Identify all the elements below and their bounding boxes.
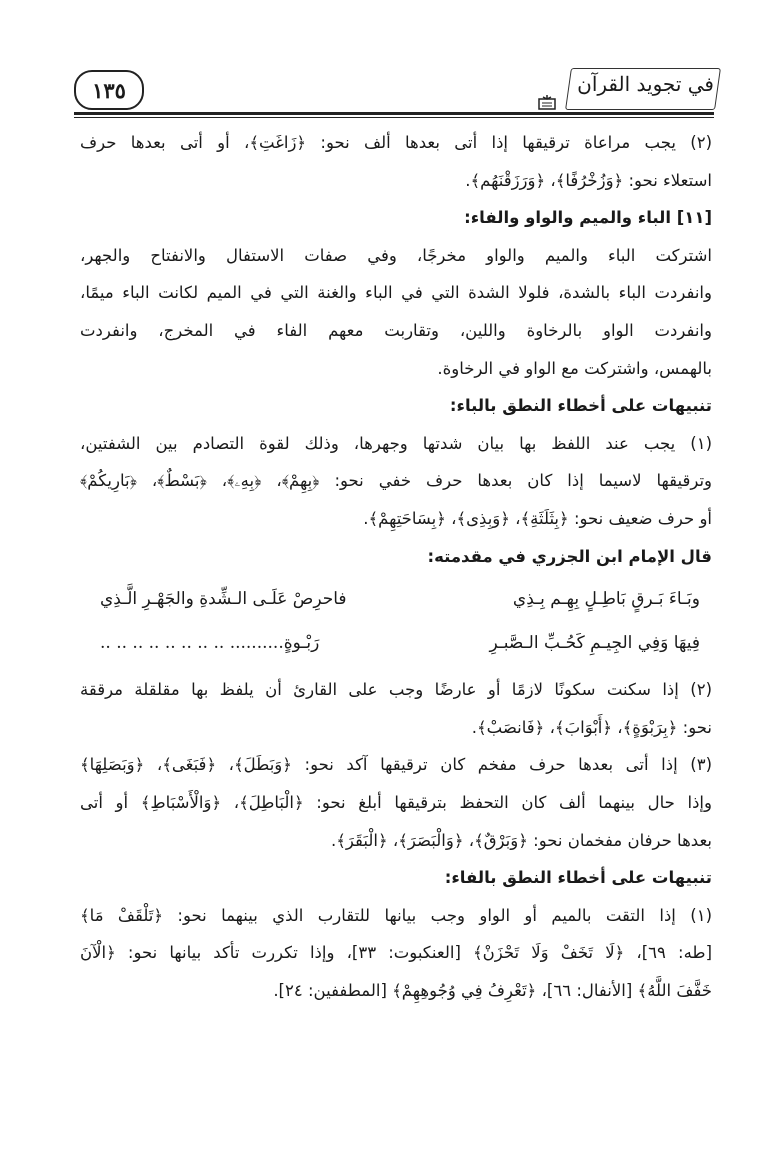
text-line: وترقيقها لاسيما إذا كان بعدها حرف خفي نحو: ﴿بِهِمْ﴾، ﴿بِهِۦ﴾، ﴿بَسْطٌ﴾، ﴿بَارِيكُمْ﴾ <box>80 471 712 491</box>
poem-verse <box>100 621 700 665</box>
header-rule-thin <box>74 117 714 118</box>
text-line: استعلاء نحو: ﴿وَزُخْرُفًا﴾، ﴿وَرَزَقْنَهُم﴾. <box>465 170 712 190</box>
text-line: وانفردت الباء بالشدة، فلولا الشدة التي في الباء والغنة التي في الميم لكانت الباء ميمًا، <box>80 283 712 303</box>
text-line: نحو: ﴿بِرَبْوَةٍ﴾، ﴿أَبْوَابَ﴾، ﴿فَانصَبْ﴾. <box>471 717 712 737</box>
text-line: خَفَّفَ اللَّهُ﴾ [الأنفال: ٦٦]، ﴿تَعْرِفُ فِي وُجُوهِهِمْ﴾ [المطففين: ٢٤]. <box>273 980 712 1000</box>
page-header <box>74 70 714 120</box>
section-heading: قال الإمام ابن الجزري في مقدمته: <box>427 546 712 566</box>
section-heading: تنبيهات على أخطاء النطق بالفاء: <box>444 868 712 888</box>
text-line: أو حرف ضعيف نحو: ﴿بِثَلَثَةِ﴾، ﴿وَبِذِى﴾، ﴿بِسَاحَتِهِمْ﴾. <box>363 508 712 528</box>
text-line: اشتركت الباء والميم والواو مخرجًا، وفي صفات الاستفال والانفتاح والجهر، <box>80 245 712 265</box>
text-line: (٢) إذا سكنت سكونًا لازمًا أو عارضًا وجب على القارئ أن يلفظ بها مقلقلة مرققة <box>80 680 712 700</box>
book-icon <box>538 94 556 110</box>
text-line: وإذا حال بينهما ألف كان التحفظ بترقيقها أبلغ نحو: ﴿الْبَاطِلَ﴾، ﴿وَالْأَسْبَاطِ﴾ أو أتى <box>80 792 712 812</box>
body-text-top <box>80 124 712 575</box>
verse-second-hemistich: رَبْـوةٍ.......... .. .. .. .. .. .. .. .. <box>100 633 320 654</box>
section-heading: تنبيهات على أخطاء النطق بالباء: <box>449 396 712 416</box>
text-line: [طه: ٦٩]، ﴿لَا تَخَفْ وَلَا تَحْزَنْ﴾ [العنكبوت: ٣٣]، وإذا تكررت تأكد بيانها نحو: ﴿الْآنَ <box>80 943 712 963</box>
verse-first-hemistich: وبَـاءَ بَـرقٍ بَاطِـلٍ بِهِـم بِـذِي <box>512 589 700 610</box>
text-line: وانفردت الواو بالرخاوة واللين، وتقاربت معهم الفاء في المخرج، وانفردت <box>80 320 712 340</box>
text-line: (١) يجب عند اللفظ بها بيان شدتها وجهرها، وذلك لقوة التصادم بين الشفتين، <box>80 433 712 453</box>
book-title: في تجويد القرآن <box>577 72 714 96</box>
text-line: بعدها حرفان مفخمان نحو: ﴿وَبَرْقٌ﴾، ﴿وَالْبَصَرَ﴾، ﴿الْبَقَرَ﴾. <box>331 830 712 850</box>
header-rule <box>74 112 714 115</box>
poem-block <box>100 577 700 665</box>
verse-first-hemistich: فِيهَا وَفِي الجِيـمِ كَحُـبِّ الـصَّبـرِ <box>489 633 700 654</box>
text-line: (١) إذا التقت بالميم أو الواو وجب بيانها للتقارب الذي بينهما نحو: ﴿تَلْقَفْ مَا﴾ <box>80 905 712 925</box>
page-number: ١٣٥ <box>74 70 144 110</box>
body-text-bottom <box>80 671 712 1009</box>
text-line: بالهمس، واشتركت مع الواو في الرخاوة. <box>437 358 712 378</box>
text-line: (٢) يجب مراعاة ترقيقها إذا أتى بعدها ألف نحو: ﴿زَاغَتِ﴾، أو أتى بعدها حرف <box>80 133 712 152</box>
section-heading: [١١] الباء والميم والواو والفاء: <box>464 208 712 228</box>
poem-verse <box>100 577 700 621</box>
text-line: (٣) إذا أتى بعدها حرف مفخم كان ترقيقها آكد نحو: ﴿وَبَطَلَ﴾، ﴿فَبَغَى﴾، ﴿وَبَصَلِهَا﴾ <box>80 755 712 775</box>
verse-second-hemistich: فاحرِصْ عَلَـى الـشِّدةِ والجَهْـرِ الَّـذِي <box>100 589 347 610</box>
